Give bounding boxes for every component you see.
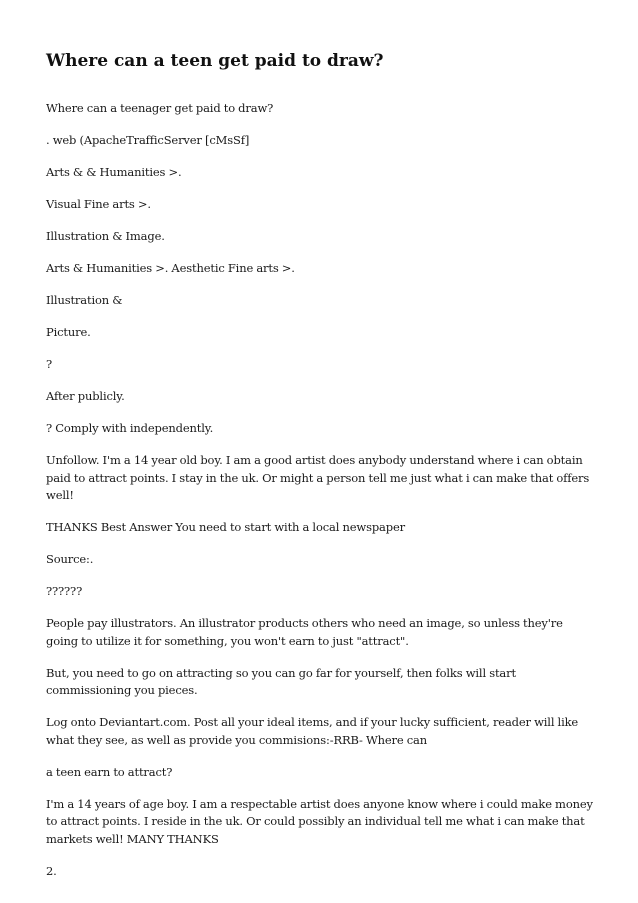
- paragraph: Arts & & Humanities >.: [46, 165, 182, 179]
- paragraph: People pay illustrators. An illustrator products others who need an image, so unless they're going to utilize it for something, you won't earn to just "attract".: [46, 616, 563, 648]
- paragraph: a teen earn to attract?: [46, 764, 173, 779]
- paragraph: ??????: [46, 584, 83, 598]
- paragraph: Illustration &: [46, 293, 123, 307]
- paragraph: But, you need to go on attracting so you can go far for yourself, then folks will start commissioning you pieces.: [46, 665, 516, 697]
- paragraph: Arts & Humanities >. Aesthetic Fine arts >.: [46, 261, 295, 275]
- paragraph: Log onto Deviantart.com. Post all your ideal items, and if your lucky sufficient, reader will like what they see, as well as provide you commisions:-RRB- Where can: [46, 715, 579, 747]
- paragraph: . web (ApacheTrafficServer [cMsSf]: [46, 133, 250, 147]
- paragraph: ? Comply with independently.: [46, 421, 214, 435]
- document-title: Where can a teen get paid to draw?: [46, 51, 384, 71]
- paragraph: ?: [46, 357, 53, 371]
- paragraph: Illustration & Image.: [46, 229, 165, 243]
- paragraph: Unfollow. I'm a 14 year old boy. I am a good artist does anybody understand where i can obtain paid to attract points. I stay in the uk. Or might a person tell me just what i can make that offers well!: [46, 453, 590, 502]
- paragraph: Source:.: [46, 552, 94, 566]
- paragraph: Where can a teenager get paid to draw?: [46, 101, 274, 115]
- paragraph: THANKS Best Answer You need to start with a local newspaper: [46, 520, 405, 534]
- document-page: [46, 50, 594, 895]
- paragraph: Visual Fine arts >.: [46, 197, 151, 211]
- paragraph: 2.: [46, 863, 57, 878]
- paragraph: I'm a 14 years of age boy. I am a respectable artist does anyone know where i could make money to attract points. I reside in the uk. Or could possibly an individual tell me what i can make that markets well! MANY THANKS: [46, 796, 593, 846]
- paragraph: Picture.: [46, 325, 91, 339]
- paragraph: After publicly.: [46, 389, 125, 403]
